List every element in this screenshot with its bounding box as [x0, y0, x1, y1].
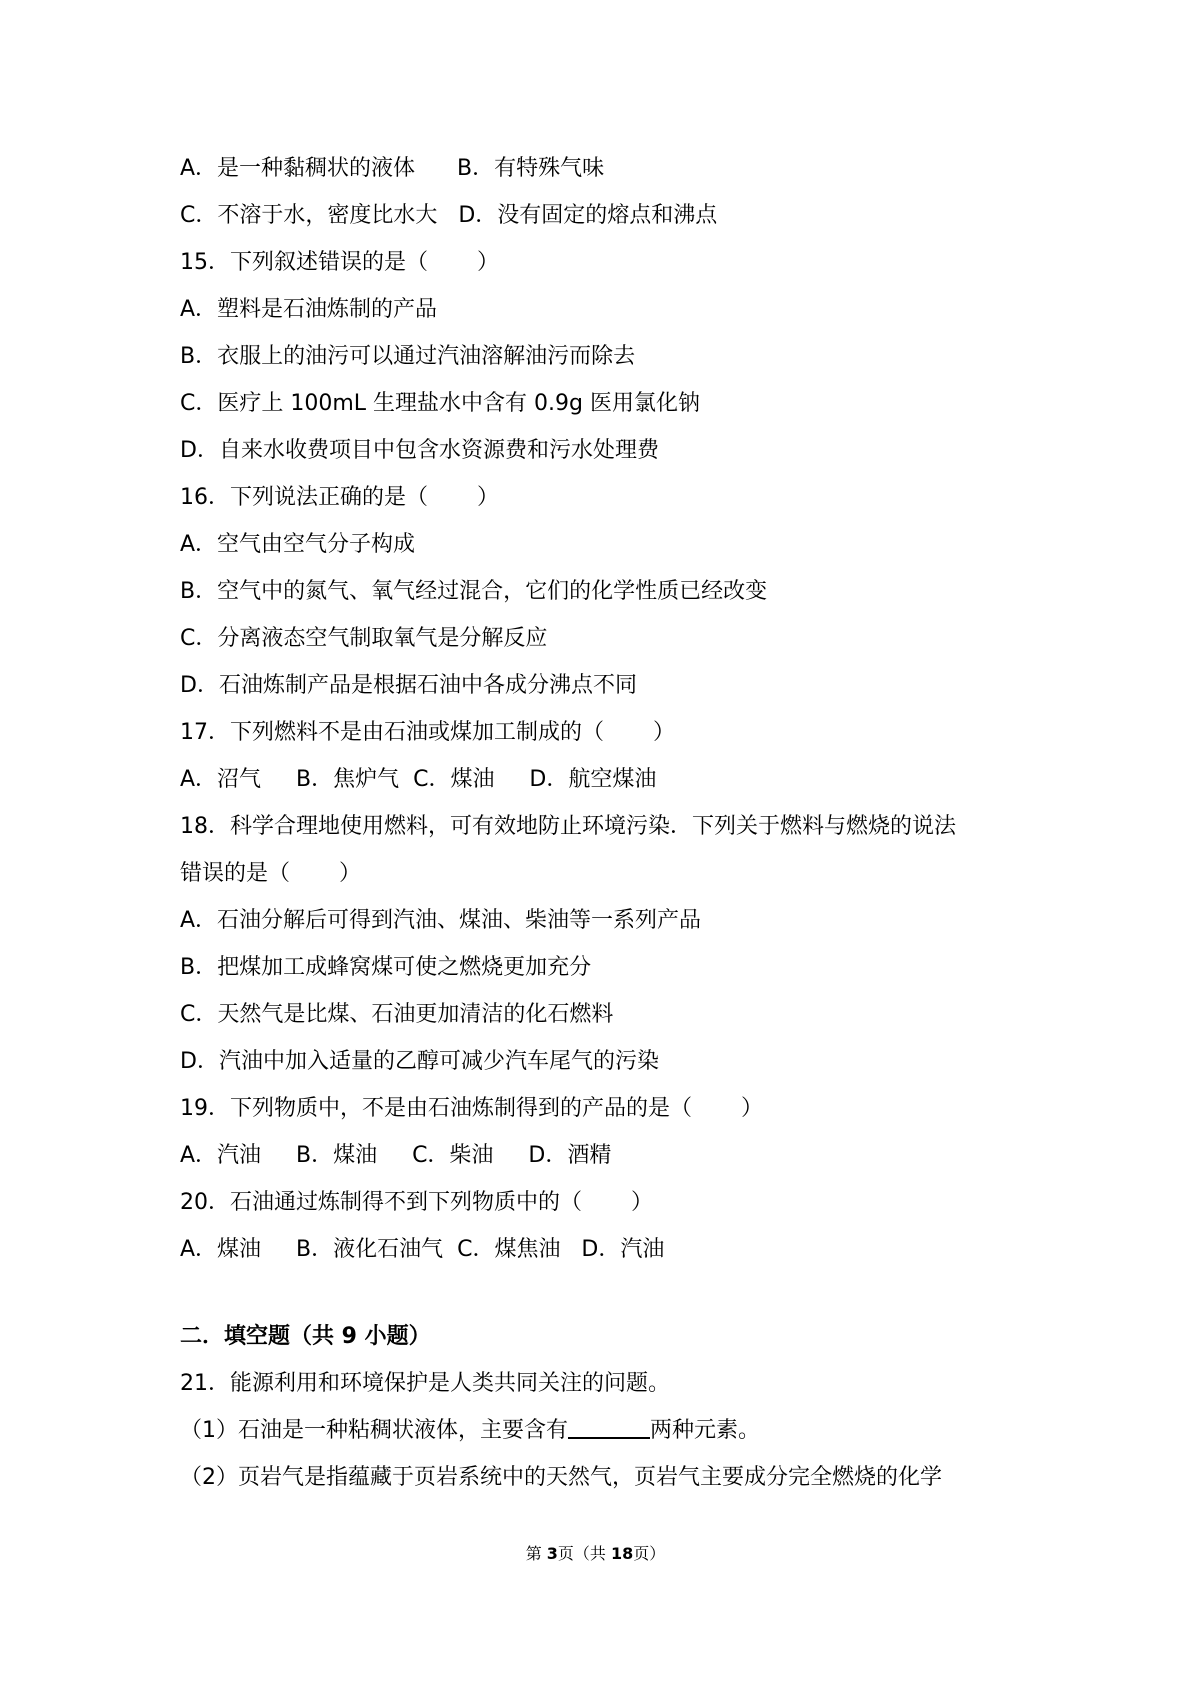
option-line: D．汽油中加入适量的乙醇可减少汽车尾气的污染	[180, 1049, 659, 1074]
option-line: A．塑料是石油炼制的产品	[180, 297, 438, 322]
option-line: B．空气中的氮气、氧气经过混合，它们的化学性质已经改变	[180, 579, 768, 604]
question-18-stem-cont: 错误的是（ ）	[180, 861, 361, 886]
question-21-part-2: （2）页岩气是指蕴藏于页岩系统中的天然气，页岩气主要成分完全燃烧的化学	[180, 1465, 942, 1490]
option-line: B．把煤加工成蜂窝煤可使之燃烧更加充分	[180, 955, 592, 980]
document-body	[180, 145, 1030, 1501]
option-line: D．自来水收费项目中包含水资源费和污水处理费	[180, 438, 659, 463]
footer-suffix: 页）	[633, 1544, 666, 1563]
current-page-number: 3	[546, 1544, 558, 1563]
option-line: A．空气由空气分子构成	[180, 532, 416, 557]
option-line: A．煤油 B．液化石油气 C．煤焦油 D．汽油	[180, 1237, 665, 1262]
option-line: C．不溶于水，密度比水大 D．没有固定的熔点和沸点	[180, 203, 718, 228]
section-title: 二．填空题（共 9 小题）	[180, 1324, 431, 1349]
total-page-count: 18	[611, 1544, 634, 1563]
question-20-stem: 20．石油通过炼制得不到下列物质中的（ ）	[180, 1190, 653, 1215]
section-gap	[180, 1273, 1030, 1313]
option-line: C．分离液态空气制取氧气是分解反应	[180, 626, 548, 651]
question-21-stem: 21．能源利用和环境保护是人类共同关注的问题。	[180, 1371, 670, 1396]
option-line: A．沼气 B．焦炉气 C．煤油 D．航空煤油	[180, 767, 657, 792]
question-15-stem: 15．下列叙述错误的是（ ）	[180, 250, 499, 275]
option-line: A．石油分解后可得到汽油、煤油、柴油等一系列产品	[180, 908, 702, 933]
option-line: A．是一种黏稠状的液体 B．有特殊气味	[180, 156, 605, 181]
question-17-stem: 17．下列燃料不是由石油或煤加工制成的（ ）	[180, 720, 675, 745]
option-line: A．汽油 B．煤油 C．柴油 D．酒精	[180, 1143, 612, 1168]
fill-in-blank[interactable]	[568, 1411, 650, 1439]
question-21-part-1	[180, 1407, 1030, 1454]
question-16-stem: 16．下列说法正确的是（ ）	[180, 485, 499, 510]
option-line: B．衣服上的油污可以通过汽油溶解油污而除去	[180, 344, 636, 369]
footer-prefix: 第	[525, 1544, 547, 1563]
option-line: D．石油炼制产品是根据石油中各成分沸点不同	[180, 673, 637, 698]
question-19-stem: 19．下列物质中，不是由石油炼制得到的产品的是（ ）	[180, 1096, 763, 1121]
part-1-text-before: （1）石油是一种粘稠状液体，主要含有	[180, 1418, 568, 1443]
page-footer	[0, 1542, 1191, 1566]
question-18-stem: 18．科学合理地使用燃料，可有效地防止环境污染．下列关于燃料与燃烧的说法	[180, 814, 956, 839]
option-line: C．医疗上 100mL 生理盐水中含有 0.9g 医用氯化钠	[180, 391, 700, 416]
footer-middle: 页（共	[557, 1544, 612, 1563]
option-line: C．天然气是比煤、石油更加清洁的化石燃料	[180, 1002, 614, 1027]
part-1-text-after: 两种元素。	[650, 1418, 761, 1443]
